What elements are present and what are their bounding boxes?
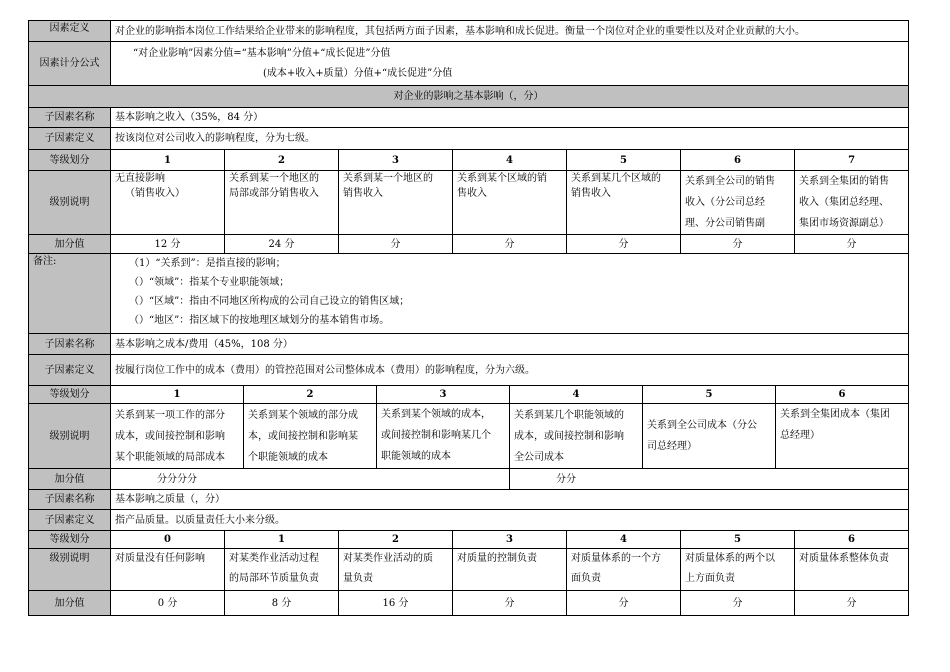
- income-desc-cell: [339, 171, 453, 235]
- desc-line: 面负责: [571, 573, 601, 584]
- quality-name: 基本影响之质量（，分）: [111, 490, 909, 510]
- desc-line: 无直接影响: [115, 173, 165, 184]
- notes-label: 备注:: [29, 254, 111, 334]
- formula-cell: [111, 42, 909, 86]
- quality-level: 5: [681, 531, 795, 549]
- income-desc-cell: [795, 171, 909, 235]
- income-points: 24 分: [225, 235, 339, 254]
- income-def: 按该岗位对公司收入的影响程度，分为七级。: [111, 128, 909, 150]
- desc-line: 的局部环节质量负责: [229, 573, 319, 584]
- desc-line: 关系到全集团的销售: [799, 176, 889, 187]
- desc-line: 销售收入: [343, 188, 383, 199]
- desc-line: 关系到某一个地区的: [229, 173, 319, 184]
- income-level: 1: [111, 150, 225, 171]
- income-points-label: 加分值: [29, 235, 111, 254]
- quality-level: 2: [339, 531, 453, 549]
- cost-level: 6: [776, 386, 909, 404]
- desc-line: 全公司成本: [514, 451, 564, 463]
- income-grade-label: 等级划分: [29, 150, 111, 171]
- desc-line: 收入（集团总经理、: [799, 197, 889, 208]
- formula-label: 因素计分公式: [29, 42, 111, 86]
- income-level: 2: [225, 150, 339, 171]
- desc-line: 关系到某几个职能领域的: [514, 409, 624, 421]
- quality-points: 分: [795, 591, 909, 616]
- desc-line: 个职能领域的成本: [248, 451, 328, 463]
- section-title: 对企业的影响之基本影响（，分）: [29, 86, 909, 108]
- cost-level: 1: [111, 386, 244, 404]
- formula-line-1: “对企业影响”因素分值=“基本影响”分值+“成长促进”分值: [133, 47, 391, 59]
- quality-level: 4: [567, 531, 681, 549]
- quality-points: 16 分: [339, 591, 453, 616]
- desc-line: 职能领域的成本: [381, 451, 451, 462]
- quality-points: 分: [453, 591, 567, 616]
- desc-line: 售收入: [457, 188, 487, 199]
- factor-def-text: 对企业的影响指本岗位工作结果给企业带来的影响程度，其包括两方面子因素，基本影响和成长促进。衡量一个岗位对企业的重要性以及对企业贡献的大小。: [111, 21, 909, 42]
- cost-desc-label: 级别说明: [29, 404, 111, 469]
- quality-desc-cell: [453, 549, 567, 591]
- desc-line: 成本，或间接控制和影响: [115, 430, 225, 442]
- desc-line: 销售收入: [571, 188, 611, 199]
- note-line: （1）“关系到”：是指直接的影响；: [129, 258, 286, 269]
- desc-line: 关系到全公司的销售: [685, 176, 775, 187]
- income-def-label: 子因素定义: [29, 128, 111, 150]
- desc-line: 收入（分公司总经: [685, 197, 765, 208]
- cost-def-label: 子因素定义: [29, 355, 111, 386]
- desc-line: 局部或部分销售收入: [229, 188, 319, 199]
- cost-points-label: 加分值: [29, 469, 111, 490]
- desc-line: 关系到某个领域的成本，: [381, 409, 491, 420]
- notes-cell: [111, 254, 909, 334]
- cost-desc-cell: [510, 404, 643, 469]
- desc-line: 或间接控制和影响某几个: [381, 430, 491, 441]
- income-desc-cell: [111, 171, 225, 235]
- cost-points-left: 分分分分: [111, 469, 510, 490]
- desc-line: 本，或间接控制和影响某: [248, 430, 358, 442]
- cost-grade-label: 等级划分: [29, 386, 111, 404]
- quality-level: 1: [225, 531, 339, 549]
- quality-level: 0: [111, 531, 225, 549]
- note-line: （）“领域”：指某个专业职能领域；: [129, 277, 290, 288]
- desc-line: 对质量没有任何影响: [115, 553, 205, 564]
- income-desc-cell: [453, 171, 567, 235]
- desc-line: 关系到某个区域的销: [457, 173, 547, 184]
- income-points: 分: [567, 235, 681, 254]
- desc-line: 对质量体系的两个以: [685, 553, 775, 564]
- quality-name-label: 子因素名称: [29, 490, 111, 510]
- desc-line: 某个职能领域的局部成本: [115, 451, 225, 463]
- income-level: 7: [795, 150, 909, 171]
- cost-desc-cell: [643, 404, 776, 469]
- cost-name-label: 子因素名称: [29, 334, 111, 355]
- quality-points-label: 加分值: [29, 591, 111, 616]
- income-name: 基本影响之收入（35%，84 分）: [111, 108, 909, 128]
- desc-line: 关系到某几个区域的: [571, 173, 661, 184]
- quality-def: 指产品质量。以质量责任大小来分级。: [111, 510, 909, 531]
- desc-line: 上方面负责: [685, 573, 735, 584]
- formula-line-2: (成本+收入+质量）分值+“成长促进”分值: [263, 67, 453, 79]
- cost-points-right: 分分: [510, 469, 909, 490]
- income-level: 5: [567, 150, 681, 171]
- quality-table: [28, 489, 909, 616]
- quality-desc-cell: [795, 549, 909, 591]
- income-level: 6: [681, 150, 795, 171]
- cost-level: 2: [244, 386, 377, 404]
- quality-points: 分: [567, 591, 681, 616]
- cost-level: 5: [643, 386, 776, 404]
- income-points: 分: [453, 235, 567, 254]
- desc-line: 理、分公司销售副: [685, 218, 765, 229]
- quality-def-label: 子因素定义: [29, 510, 111, 531]
- quality-desc-cell: [567, 549, 681, 591]
- desc-line: 对质量体系的一个方: [571, 553, 661, 564]
- cost-table: [28, 385, 909, 490]
- cost-name: 基本影响之成本/费用（45%，108 分）: [111, 334, 909, 355]
- quality-points: 8 分: [225, 591, 339, 616]
- quality-desc-cell: [225, 549, 339, 591]
- desc-line: 关系到某个领域的部分成: [248, 409, 358, 421]
- desc-line: 对某类作业活动的质: [343, 553, 433, 564]
- quality-points: 0 分: [111, 591, 225, 616]
- quality-desc-label: 级别说明: [29, 549, 111, 591]
- income-desc-cell: [681, 171, 795, 235]
- income-desc-cell: [567, 171, 681, 235]
- desc-line: 关系到全集团成本（集团: [780, 409, 890, 420]
- desc-line: 总经理）: [780, 430, 820, 441]
- income-table: [28, 20, 909, 386]
- cost-level: 4: [510, 386, 643, 404]
- desc-line: 司总经理）: [647, 441, 697, 452]
- desc-line: 对某类作业活动过程: [229, 553, 319, 564]
- income-name-label: 子因素名称: [29, 108, 111, 128]
- desc-line: 对质量体系整体负责: [799, 553, 889, 564]
- income-level: 3: [339, 150, 453, 171]
- income-desc-cell: [225, 171, 339, 235]
- desc-line: 量负责: [343, 573, 373, 584]
- note-line: （）“地区”：指区域下的按地理区域划分的基本销售市场。: [129, 315, 390, 326]
- quality-level: 3: [453, 531, 567, 549]
- cost-level: 3: [377, 386, 510, 404]
- desc-line: 集团市场资源副总）: [799, 218, 889, 229]
- desc-line: 关系到某一项工作的部分: [115, 409, 225, 421]
- income-points: 分: [339, 235, 453, 254]
- desc-line: 对质量的控制负责: [457, 553, 537, 564]
- cost-desc-cell: [377, 404, 510, 469]
- quality-desc-cell: [681, 549, 795, 591]
- cost-desc-cell: [111, 404, 244, 469]
- income-points: 分: [795, 235, 909, 254]
- income-points: 12 分: [111, 235, 225, 254]
- quality-points: 分: [681, 591, 795, 616]
- income-points: 分: [681, 235, 795, 254]
- factor-def-label: 因素定义: [29, 21, 111, 42]
- desc-line: （销售收入）: [125, 188, 185, 199]
- income-level: 4: [453, 150, 567, 171]
- quality-desc-cell: [339, 549, 453, 591]
- note-line: （）“区域”：指由不同地区所构成的公司自己设立的销售区域；: [129, 296, 410, 307]
- cost-def: 按履行岗位工作中的成本（费用）的管控范围对公司整体成本（费用）的影响程度，分为六级。: [111, 355, 909, 386]
- desc-line: 成本，或间接控制和影响: [514, 430, 624, 442]
- cost-desc-cell: [776, 404, 909, 469]
- desc-line: 关系到某一个地区的: [343, 173, 433, 184]
- quality-grade-label: 等级划分: [29, 531, 111, 549]
- income-desc-label: 级别说明: [29, 171, 111, 235]
- cost-desc-cell: [244, 404, 377, 469]
- quality-desc-cell: [111, 549, 225, 591]
- quality-level: 6: [795, 531, 909, 549]
- desc-line: 关系到全公司成本（分公: [647, 420, 757, 431]
- evaluation-sheet: [28, 20, 908, 616]
